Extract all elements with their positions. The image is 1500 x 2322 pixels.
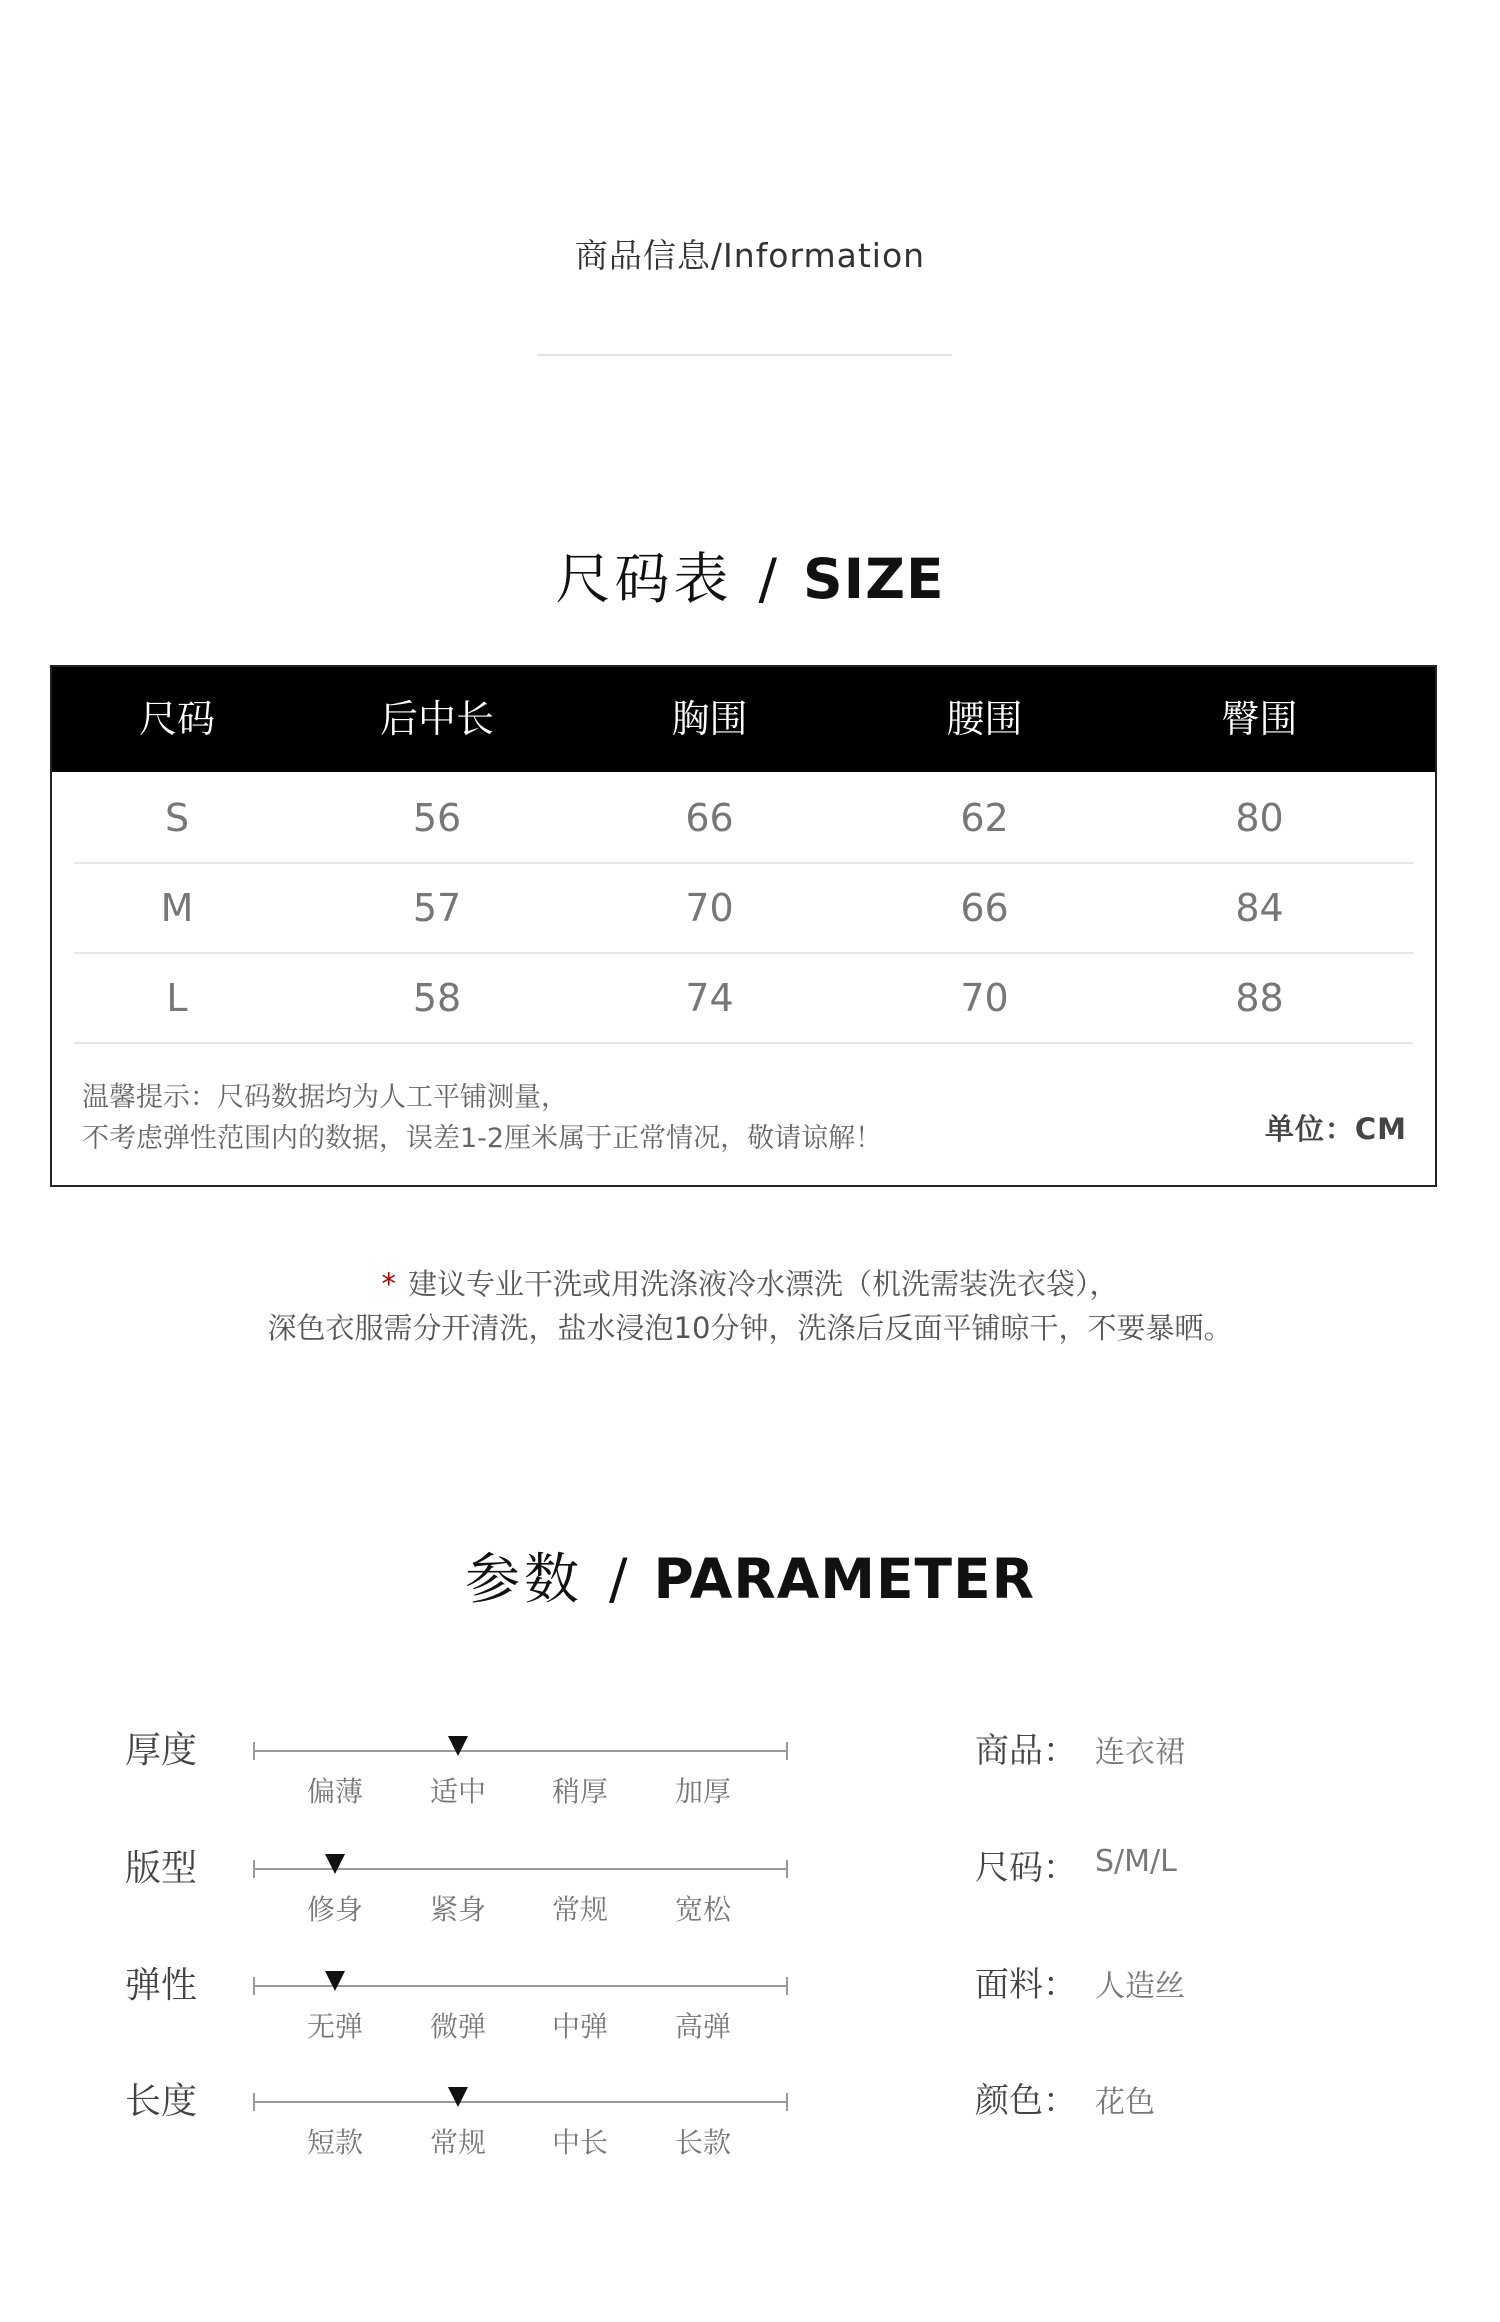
info-divider (537, 354, 952, 356)
scale-option: 加厚 (674, 1775, 731, 1808)
column-header-hip: 臀围 (1221, 697, 1298, 741)
info-value: 连衣裙 (1095, 1735, 1185, 1770)
scale-option: 适中 (429, 1775, 486, 1808)
scale-option: 修身 (306, 1893, 363, 1926)
size-unit: 单位：CM (1264, 1112, 1407, 1146)
scale-option: 长款 (674, 2126, 731, 2159)
table-cell: 66 (685, 796, 734, 840)
scale-option: 稍厚 (551, 1775, 608, 1808)
scale-tick-end (786, 1977, 788, 1995)
scale-option: 宽松 (674, 1893, 731, 1926)
scale-tick-start (253, 1977, 255, 1995)
column-header-bust: 胸围 (671, 697, 748, 741)
table-cell: 70 (960, 976, 1009, 1020)
scale-tick-start (253, 1742, 255, 1760)
table-cell: 80 (1235, 796, 1284, 840)
table-row (52, 774, 1435, 862)
info-key: 尺码： (975, 1848, 1077, 1888)
size-title-cn: 尺码表 (555, 547, 733, 611)
table-cell: 57 (412, 886, 462, 930)
param-label-thickness: 厚度 (125, 1730, 198, 1771)
size-note-line-1: 温馨提示：尺码数据均为人工平铺测量， (82, 1082, 568, 1113)
row-divider (74, 1042, 1413, 1044)
column-header-waist: 腰围 (946, 697, 1023, 741)
scale-option: 中长 (551, 2126, 608, 2159)
care-star: * (381, 1267, 396, 1301)
scale-tick-end (786, 1742, 788, 1760)
scale-option: 中弹 (551, 2010, 608, 2043)
parameter-title-en: PARAMETER (653, 1547, 1036, 1611)
care-line-1 (0, 1262, 1500, 1306)
table-cell: 58 (412, 976, 462, 1020)
size-table-header (52, 667, 1435, 772)
info-key: 面料： (975, 1965, 1077, 2005)
table-cell: 74 (685, 976, 734, 1020)
table-cell: L (166, 976, 188, 1020)
info-value: S/M/L (1095, 1844, 1177, 1879)
scale-option: 高弹 (674, 2010, 731, 2043)
table-cell: 66 (960, 886, 1009, 930)
info-value: 人造丝 (1095, 1969, 1185, 2004)
column-header-back-length: 后中长 (379, 697, 494, 741)
table-cell: S (164, 796, 190, 840)
scale-option: 微弹 (429, 2010, 486, 2043)
size-title-en: SIZE (803, 547, 945, 611)
table-cell: 84 (1235, 886, 1284, 930)
scale-marker-thickness (448, 1736, 468, 1756)
table-cell: M (160, 886, 194, 930)
parameter-title-separator: / (608, 1547, 628, 1611)
scale-tick-end (786, 2093, 788, 2111)
size-note (82, 1077, 882, 1159)
scale-option: 短款 (306, 2126, 363, 2159)
table-cell: 88 (1235, 976, 1284, 1020)
size-title-separator: / (758, 547, 777, 611)
scale-option: 紧身 (429, 1893, 486, 1926)
scale-marker-elasticity (325, 1971, 345, 1991)
scale-option: 无弹 (306, 2010, 363, 2043)
size-table (50, 665, 1437, 1187)
scale-line-thickness (253, 1750, 788, 1752)
scale-tick-start (253, 2093, 255, 2111)
info-value: 花色 (1095, 2085, 1155, 2120)
care-text-1: 建议专业干洗或用洗涤液冷水漂洗（机洗需装洗衣袋）， (407, 1267, 1119, 1301)
scale-tick-end (786, 1860, 788, 1878)
param-label-length: 长度 (125, 2081, 198, 2122)
table-row (52, 954, 1435, 1042)
table-cell: 56 (412, 796, 462, 840)
scale-line-length (253, 2101, 788, 2103)
parameter-section-title (0, 1535, 1500, 1614)
info-title: 商品信息/Information (574, 236, 926, 275)
column-header-size: 尺码 (138, 697, 215, 741)
size-section-title (0, 535, 1500, 614)
param-label-fit: 版型 (125, 1848, 198, 1889)
scale-marker-fit (325, 1854, 345, 1874)
param-label-elasticity: 弹性 (125, 1965, 198, 2006)
size-note-line-2: 不考虑弹性范围内的数据，误差1-2厘米属于正常情况，敬请谅解！ (82, 1123, 883, 1154)
care-line-2: 深色衣服需分开清洗，盐水浸泡10分钟，洗涤后反面平铺晾干，不要暴晒。 (267, 1311, 1233, 1345)
scale-tick-start (253, 1860, 255, 1878)
scale-option: 常规 (551, 1893, 608, 1926)
parameter-title-cn: 参数 (464, 1547, 583, 1611)
info-key: 商品： (975, 1731, 1077, 1771)
scale-marker-length (448, 2087, 468, 2107)
table-cell: 70 (685, 886, 734, 930)
scale-option: 偏薄 (306, 1775, 363, 1808)
info-key: 颜色： (975, 2081, 1077, 2121)
scale-option: 常规 (429, 2126, 486, 2159)
table-row (52, 864, 1435, 952)
table-cell: 62 (960, 796, 1009, 840)
